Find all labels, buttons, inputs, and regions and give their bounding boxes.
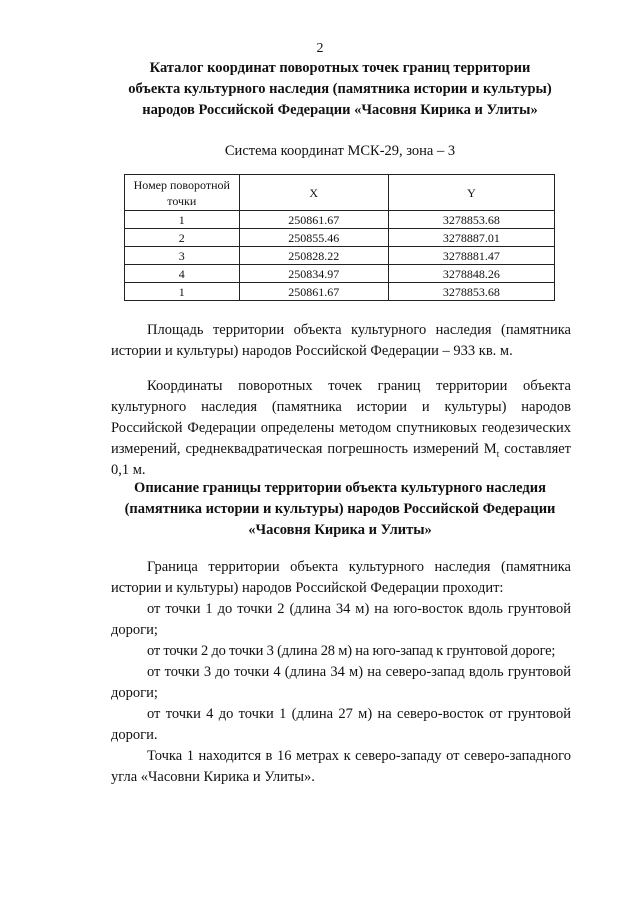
table-cell-point: 3 [125, 247, 240, 265]
catalog-title-line: объекта культурного наследия (памятника истории и культуры) [128, 81, 552, 97]
boundary-segment: от точки 2 до точки 3 (длина 28 м) на юго-запад к грунтовой дороге; [147, 643, 556, 659]
catalog-title [80, 58, 600, 121]
accuracy-tail-text: составляет 0,1 м. [111, 441, 572, 478]
description-title-line: «Часовня Кирика и Улиты» [248, 522, 432, 538]
boundary-description [111, 557, 571, 788]
table-cell-x: 250861.67 [239, 211, 388, 229]
table-cell-x: 250861.67 [239, 283, 388, 301]
accuracy-paragraph [111, 376, 571, 481]
table-cell-y: 3278887.01 [388, 229, 554, 247]
column-header-point-number: Номер поворотной точки [125, 175, 240, 211]
description-title [80, 478, 600, 541]
table-cell-point: 2 [125, 229, 240, 247]
area-paragraph [111, 320, 571, 362]
boundary-intro: Граница территории объекта культурного наследия (памятника истории и культуры) народов Российской Федерации проходит: [111, 559, 571, 596]
accuracy-main-text: Координаты поворотных точек границ территории объекта культурного наследия (памятника истории и культуры) народов Российской Федерации определены методом спутниковых геодезических измерений, среднеквадратическая погрешность измерений M [111, 378, 571, 457]
table-row [125, 283, 555, 301]
table-cell-y: 3278881.47 [388, 247, 554, 265]
coordinates-table [124, 174, 555, 301]
coordinate-system-label: Система координат МСК-29, зона – 3 [224, 143, 456, 159]
table-cell-x: 250828.22 [239, 247, 388, 265]
catalog-title-line: народов Российской Федерации «Часовня Кирика и Улиты» [142, 102, 538, 118]
table-cell-point: 4 [125, 265, 240, 283]
table-header-row [125, 175, 555, 211]
column-header-x: X [239, 175, 388, 211]
boundary-segment: от точки 3 до точки 4 (длина 34 м) на северо-запад вдоль грунтовой дороги; [111, 664, 571, 701]
table-row [125, 247, 555, 265]
table-cell-y: 3278848.26 [388, 265, 554, 283]
accuracy-text [111, 376, 571, 481]
table-cell-y: 3278853.68 [388, 211, 554, 229]
table-cell-y: 3278853.68 [388, 283, 554, 301]
boundary-segment: от точки 1 до точки 2 (длина 34 м) на юго-восток вдоль грунтовой дороги; [111, 601, 571, 638]
boundary-location: Точка 1 находится в 16 метрах к северо-западу от северо-западного угла «Часовни Кирика и Улиты». [111, 748, 571, 785]
table-row [125, 265, 555, 283]
column-header-y: Y [388, 175, 554, 211]
table-cell-point: 1 [125, 211, 240, 229]
area-text: Площадь территории объекта культурного наследия (памятника истории и культуры) народов Российской Федерации – 933 кв. м. [111, 322, 571, 359]
catalog-title-line: Каталог координат поворотных точек границ территории [149, 60, 531, 76]
table-cell-point: 1 [125, 283, 240, 301]
description-title-line: (памятника истории и культуры) народов Российской Федерации [124, 501, 556, 517]
boundary-segment: от точки 4 до точки 1 (длина 27 м) на северо-восток от грунтовой дороги. [111, 706, 571, 743]
table-cell-x: 250834.97 [239, 265, 388, 283]
accuracy-subscript: t [496, 448, 500, 459]
table-row [125, 211, 555, 229]
description-title-line: Описание границы территории объекта культурного наследия [134, 480, 546, 496]
page-number: 2 [316, 41, 324, 56]
table-row [125, 229, 555, 247]
table-cell-x: 250855.46 [239, 229, 388, 247]
